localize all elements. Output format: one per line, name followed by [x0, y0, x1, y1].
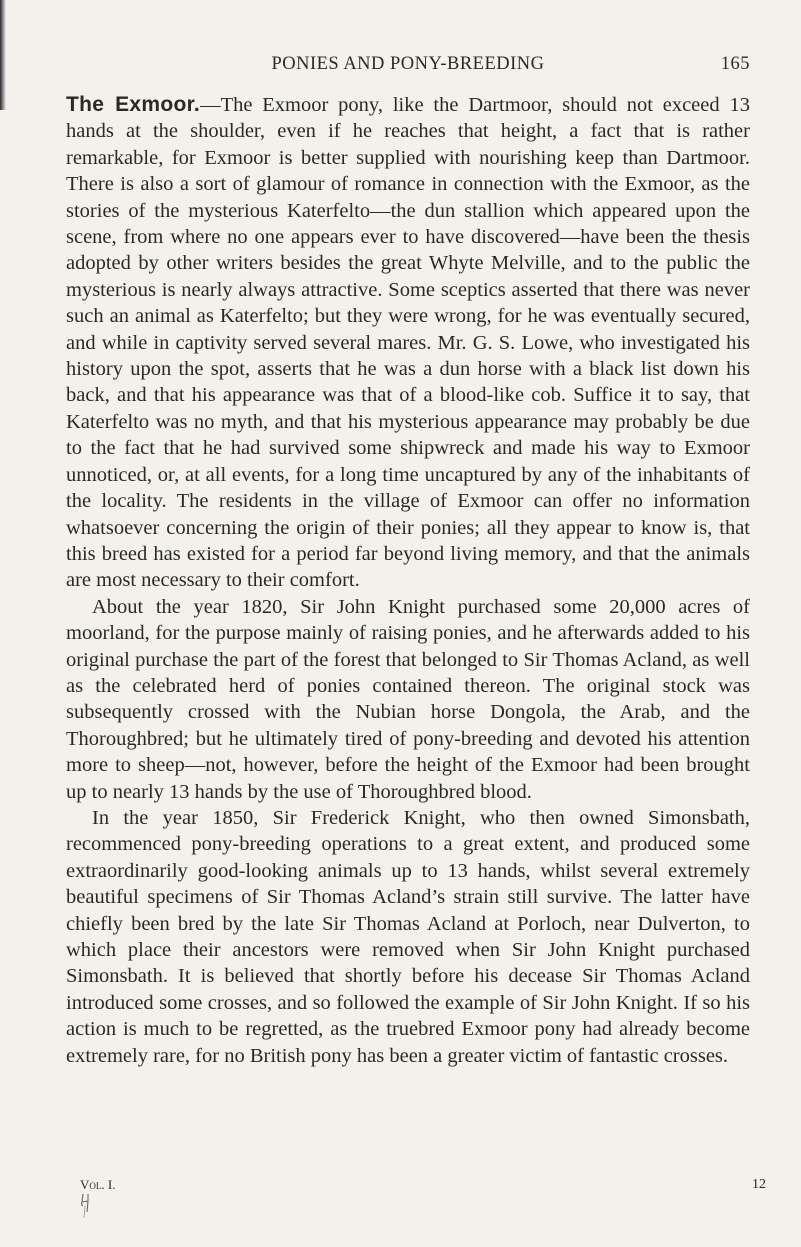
footer	[80, 1177, 766, 1197]
signature-number: 12	[752, 1177, 766, 1192]
page-number: 165	[720, 54, 750, 74]
handwritten-mark-icon	[79, 1192, 93, 1220]
body-text	[66, 92, 750, 1069]
volume-signature: Vol. I.	[80, 1177, 116, 1192]
running-head-title: PONIES AND PONY-BREEDING	[271, 54, 545, 74]
paragraph-1-text: —The Exmoor pony, like the Dartmoor, should not exceed 13 hands at the shoulder, even if he reaches that height, a fact that is rather remarkable, for Exmoor is better supplied with nourishing keep than Dartmoor. There is also a sort of glamour of romance in connection with the Exmoor, as the stories of the mysterious Katerfelto—the dun stallion which appeared upon the scene, from where no one appears ever to have discovered—have been the thesis adopted by other writers besides the great Whyte Melville, and to the public the mysterious is nearly always attractive. Some sceptics asserted that there was never such an animal as Katerfelto; but they were wrong, for he was eventually secured, and while in captivity served several mares. Mr. G. S. Lowe, who investigated his history upon the spot, asserts that he was a dun horse with a black list down his back, and that his appearance was that of a blood-like cob. Suffice it to say, that Katerfelto was no myth, and that his mysterious appearance may probably be due to the fact that he had survived some shipwreck and made his way to Exmoor unnoticed, or, at all events, for a long time uncaptured by any of the inhabitants of the locality. The residents in the village of Exmoor can offer no information whatsoever concerning the origin of their ponies; all they appear to know is, that this breed has existed for a period far beyond living memory, and that the animals are most necessary to their comfort.	[66, 94, 750, 592]
paragraph-3: In the year 1850, Sir Frederick Knight, who then owned Simonsbath, recommenced pony-breeding operations to a great extent, and produced some extraordinarily good-looking animals up to 13 hands, whilst several extremely beautiful specimens of Sir Thomas Acland’s strain still survive. The latter have chiefly been bred by the late Sir Thomas Acland at Porloch, near Dulverton, to which place their ancestors were removed when Sir John Knight purchased Simonsbath. It is believed that shortly before his decease Sir Thomas Acland introduced some crosses, and so followed the example of Sir John Knight. If so his action is much to be regretted, as the truebred Exmoor pony had already become extremely rare, for no British pony has been a greater victim of fantastic crosses.	[66, 806, 750, 1067]
paragraph-2: About the year 1820, Sir John Knight purchased some 20,000 acres of moorland, for the purpose mainly of raising ponies, and he afterwards added to his original purchase the part of the forest that belonged to Sir Thomas Acland, as well as the celebrated herd of ponies contained thereon. The original stock was subsequently crossed with the Nubian horse Dongola, the Arab, and the Thoroughbred; but he ultimately tired of pony-breeding and devoted his attention more to sheep—not, however, before the height of the Exmoor had been brought up to nearly 13 hands by the use of Thoroughbred blood.	[66, 595, 750, 803]
paragraph-1	[66, 92, 750, 594]
section-heading: The Exmoor.	[66, 93, 201, 116]
page-edge-shadow	[0, 0, 6, 110]
running-head	[66, 54, 750, 78]
